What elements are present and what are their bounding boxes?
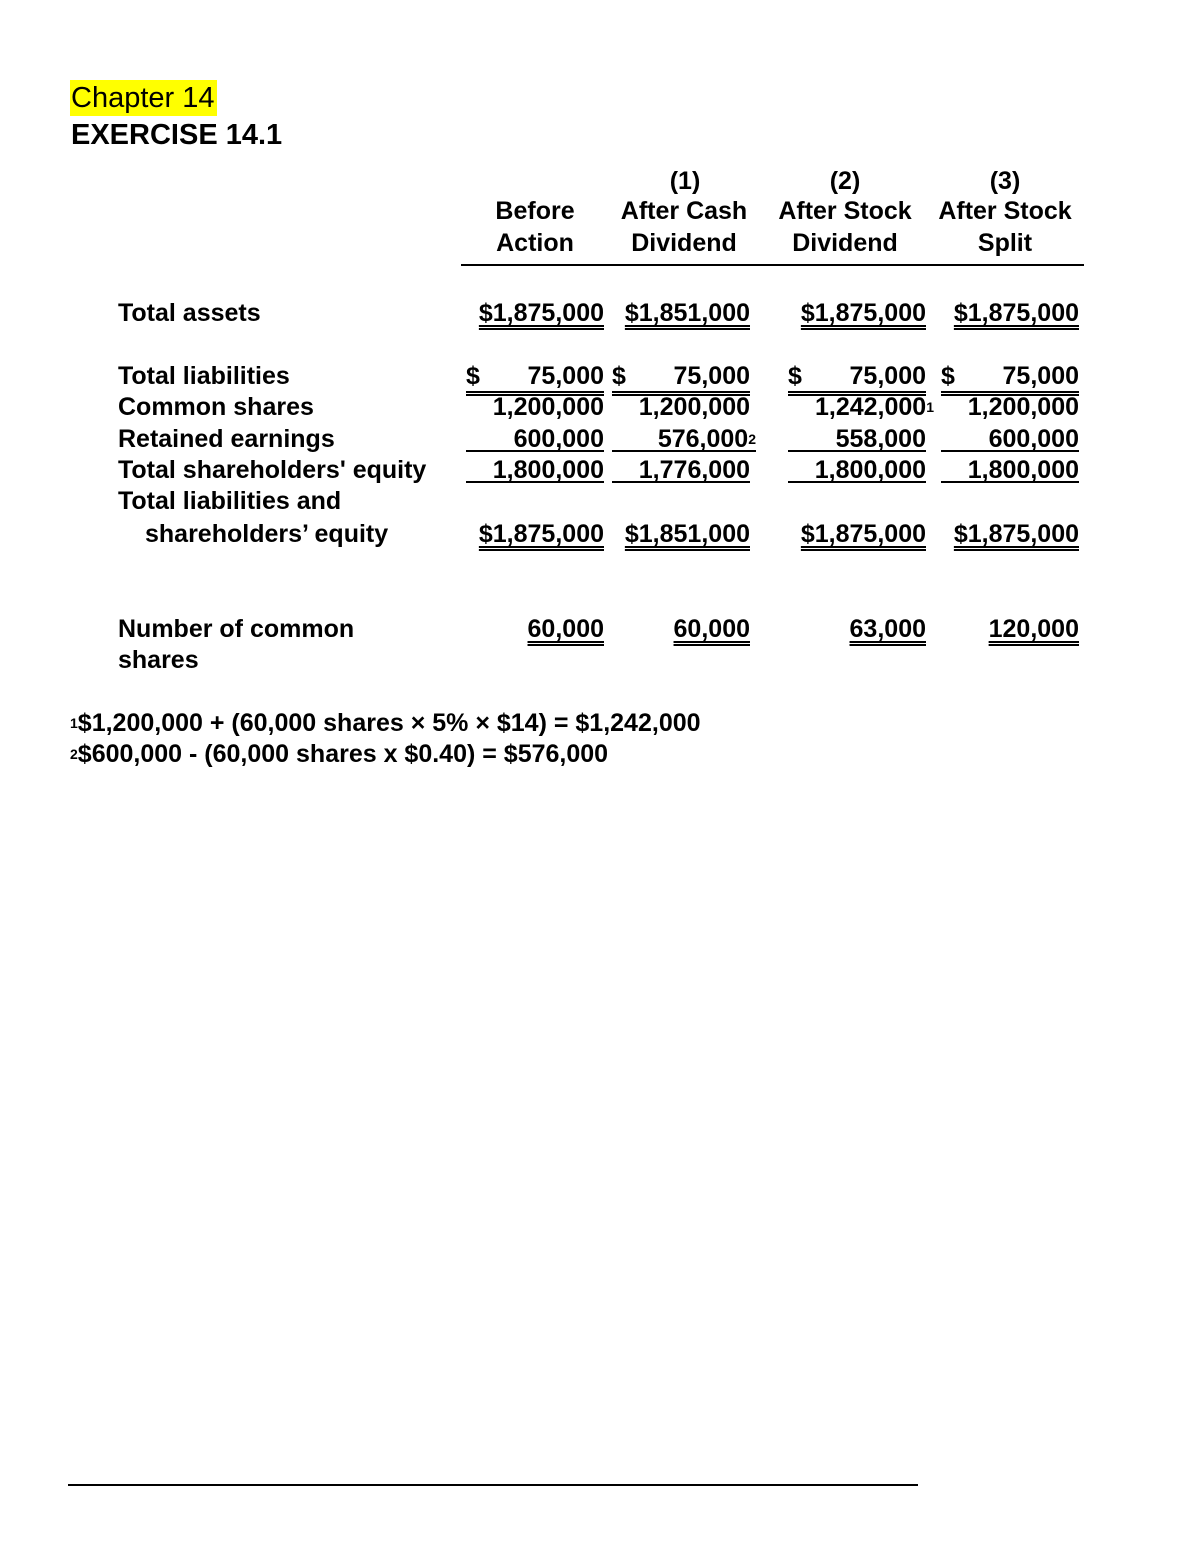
total-liab-equity-col0: $1,875,000 [478,520,604,548]
total-liabilities-col2: $ 75,000 [788,361,926,392]
total-equity-col2: 1,800,000 [788,455,926,486]
retained-earnings-col3: 600,000 [941,424,1079,455]
col3-number: (3) [989,167,1021,195]
retained-earnings-col0: 600,000 [466,424,604,455]
num-shares-col1: 60,000 [673,615,750,643]
total-liab-equity-col1: $1,851,000 [624,520,750,548]
col0-header-line1: Before [495,197,575,225]
label-total-equity: Total shareholders' equity [118,456,427,484]
label-total-liabilities: Total liabilities [118,362,290,390]
col2-header-line2: Dividend [792,229,898,257]
retained-earnings-col2: 558,000 [788,424,926,455]
col1-number: (1) [669,167,701,195]
total-equity-col0: 1,800,000 [466,455,604,486]
label-retained-earnings: Retained earnings [118,425,335,453]
footer-rule [68,1484,918,1486]
total-liab-equity-col3: $1,875,000 [953,520,1079,548]
footnote-mark-1: 1 [926,399,934,415]
col1-header-line1: After Cash [620,197,748,225]
header-rule [461,264,1084,266]
label-num-shares-line1: Number of common [118,615,355,643]
num-shares-col2: 63,000 [849,615,926,643]
col1-header-line2: Dividend [631,229,737,257]
col2-number: (2) [829,167,861,195]
footnote-2: $^2$\$600,000 - (60,000 shares x $0.40) = $576,000 [70,740,609,768]
col3-header-line2: Split [977,229,1033,257]
label-common-shares: Common shares [118,393,314,421]
common-shares-col1: 1,200,000 [638,393,750,421]
label-total-liab-equity-line2: shareholders’ equity [145,520,389,548]
num-shares-col3: 120,000 [988,615,1079,643]
retained-earnings-col1: 576,000$^2$ [612,424,756,455]
common-shares-col3: 1,200,000 [967,393,1079,421]
total-assets-col1: $1,851,000 [624,299,750,327]
col2-header-line1: After Stock [778,197,912,225]
total-equity-col3: 1,800,000 [941,455,1079,486]
total-liabilities-col1: $ 75,000 [612,361,750,392]
common-shares-col2: 1,242,000$^1$ [814,393,934,421]
total-equity-col1: 1,776,000 [612,455,750,486]
total-liabilities-col3: $ 75,000 [941,361,1079,392]
label-num-shares-line2: shares [118,646,199,674]
col3-header-line1: After Stock [938,197,1072,225]
total-liabilities-col0: $ 75,000 [466,361,604,392]
common-shares-col0: 1,200,000 [492,393,604,421]
total-assets-col2: $1,875,000 [800,299,926,327]
exercise-title: EXERCISE 14.1 [71,119,283,151]
label-total-liab-equity-line1: Total liabilities and [118,487,342,515]
label-total-assets: Total assets [118,299,261,327]
total-assets-col0: $1,875,000 [478,299,604,327]
col0-header-line2: Action [496,229,574,257]
total-liab-equity-col2: $1,875,000 [800,520,926,548]
footnote-1: $^1$\$1,200,000 + (60,000 shares × 5% × $14) = $1,242,000 [70,709,701,737]
total-assets-col3: $1,875,000 [953,299,1079,327]
num-shares-col0: 60,000 [527,615,604,643]
chapter-title: Chapter 14 [71,82,215,114]
footnote-mark-2: 2 [748,431,756,447]
